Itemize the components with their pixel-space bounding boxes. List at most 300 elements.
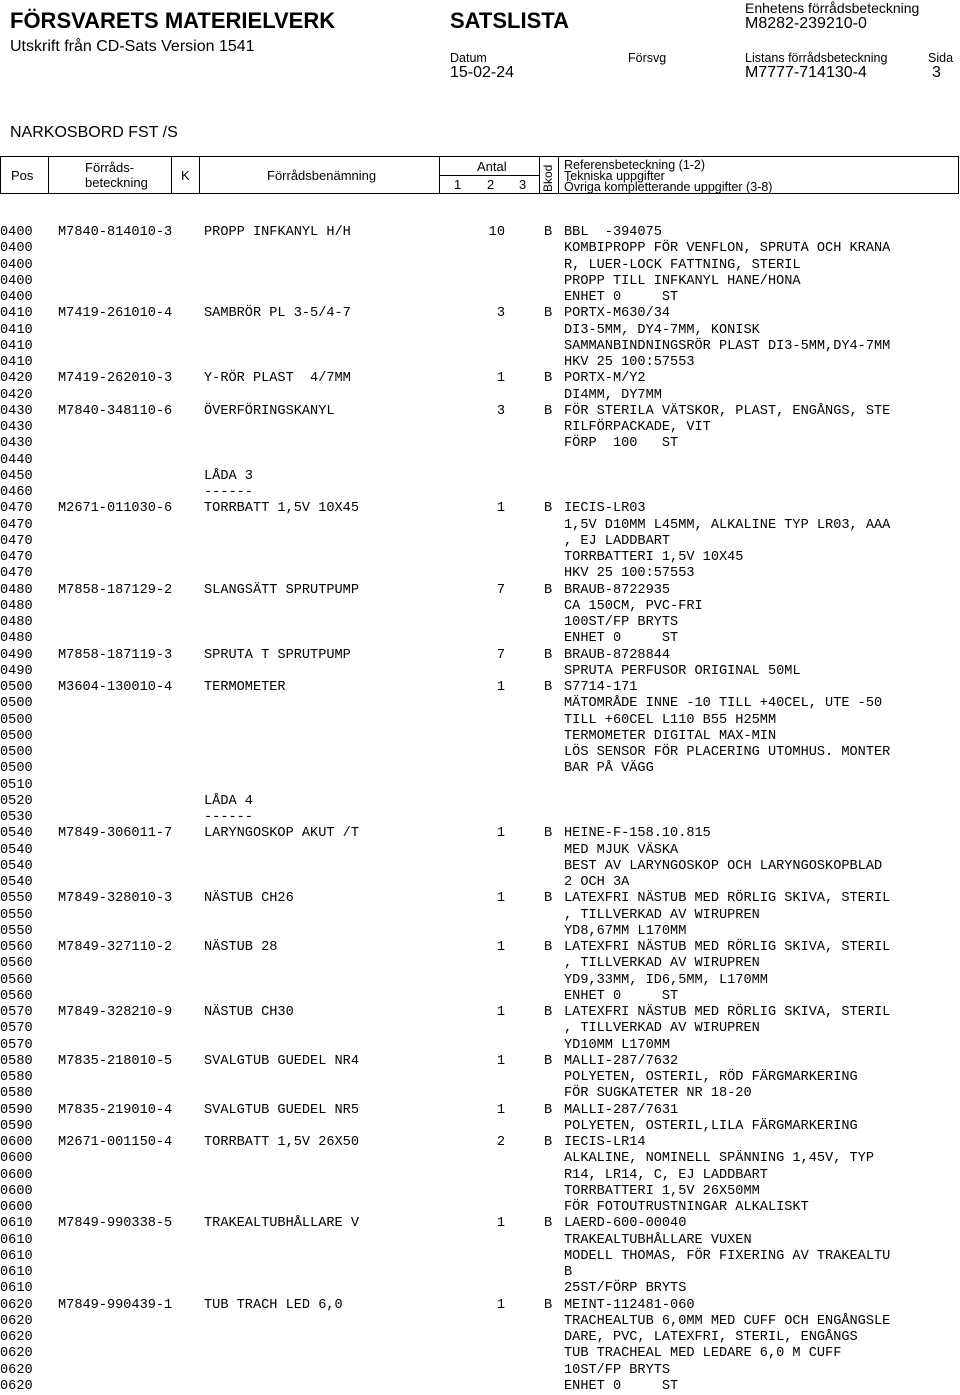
row-quantity: 1 <box>496 1216 505 1232</box>
col-divider <box>171 157 172 193</box>
table-row <box>0 1151 960 1167</box>
row-item-name: SLANGSÄTT SPRUTPUMP <box>204 582 359 598</box>
table-row <box>0 453 960 469</box>
table-row <box>0 973 960 989</box>
table-row <box>0 940 960 956</box>
table-row <box>0 696 960 712</box>
table-row <box>0 550 960 566</box>
row-reference: B <box>564 1265 573 1280</box>
row-bkod: B <box>544 582 553 598</box>
table-row <box>0 420 960 436</box>
table-row <box>0 274 960 290</box>
row-pos: 0410 <box>0 306 33 322</box>
row-reference: , EJ LADDBART <box>564 533 671 549</box>
table-row <box>0 631 960 647</box>
row-pos: 0620 <box>0 1313 33 1329</box>
row-pos: 0470 <box>0 566 33 582</box>
table-row <box>0 1038 960 1054</box>
row-pos: 0430 <box>0 403 33 419</box>
row-item-name: ------ <box>204 810 253 825</box>
row-pos: 0540 <box>0 858 33 874</box>
row-item-name: Y-RÖR PLAST 4/7MM <box>204 371 351 387</box>
row-reference: POLYETEN, OSTERIL, RÖD FÄRGMARKERING <box>564 1070 858 1085</box>
table-row <box>0 1363 960 1379</box>
table-row <box>0 1330 960 1346</box>
table-row <box>0 956 960 972</box>
row-bkod: B <box>544 1297 553 1313</box>
row-reference: ALKALINE, NOMINELL SPÄNNING 1,45V, TYP <box>564 1151 874 1167</box>
row-pos: 0480 <box>0 631 33 647</box>
table-row <box>0 469 960 485</box>
col-benamning: Förrådsbenämning <box>267 168 377 183</box>
row-reference: DARE, PVC, LATEXFRI, STERIL, ENGÅNGS <box>564 1330 858 1345</box>
table-row <box>0 436 960 452</box>
row-pos: 0480 <box>0 582 33 598</box>
date-value: 15-02-24 <box>450 64 515 81</box>
row-pos: 0480 <box>0 615 33 630</box>
row-reference: HKV 25 100:57553 <box>564 355 695 370</box>
row-pos: 0490 <box>0 663 33 679</box>
row-pos: 0620 <box>0 1378 33 1394</box>
date-label: Datum <box>450 51 487 65</box>
row-reference: S7714-171 <box>564 680 638 695</box>
table-row <box>0 339 960 355</box>
row-quantity: 1 <box>496 826 505 842</box>
row-pos: 0560 <box>0 972 33 988</box>
row-pos: 0590 <box>0 1102 33 1118</box>
table-row <box>0 323 960 339</box>
table-row <box>0 1086 960 1102</box>
row-reference: YD8,67MM L170MM <box>564 923 687 939</box>
row-pos: 0400 <box>0 225 33 240</box>
row-item-name: LÅDA 4 <box>204 793 253 809</box>
col-pos: Pos <box>11 168 34 183</box>
row-reference: ENHET 0 ST <box>564 631 679 647</box>
row-quantity: 1 <box>496 501 505 517</box>
row-reference: 100ST/FP BRYTS <box>564 615 679 630</box>
table-row <box>0 648 960 664</box>
row-reference: PORTX-M630/34 <box>564 306 671 322</box>
unit-designation-label: Enhetens förrådsbeteckning <box>745 0 920 16</box>
row-bkod: B <box>544 647 553 663</box>
row-pos: 0410 <box>0 322 33 338</box>
row-reference: TORRBATTERI 1,5V 26X50MM <box>564 1183 760 1199</box>
row-pos: 0500 <box>0 712 33 728</box>
row-reference: RILFÖRPACKADE, VIT <box>564 420 711 435</box>
row-item-name: TRAKEALTUBHÅLLARE V <box>204 1216 359 1232</box>
row-reference: TUB TRACHEAL MED LEDARE 6,0 M CUFF <box>564 1346 842 1362</box>
row-quantity: 3 <box>496 403 505 419</box>
row-pos: 0600 <box>0 1167 33 1183</box>
row-reference: ENHET 0 ST <box>564 988 679 1004</box>
unit-designation-value: M8282-239210-0 <box>745 15 867 32</box>
table-row <box>0 1233 960 1249</box>
row-pos: 0430 <box>0 436 33 452</box>
antal-divider <box>439 175 539 176</box>
row-item-number: M7849-328010-3 <box>58 891 173 907</box>
item-list <box>0 225 960 1395</box>
row-reference: 2 OCH 3A <box>564 875 630 890</box>
row-item-number: M3604-130010-4 <box>58 680 173 695</box>
table-row <box>0 371 960 387</box>
row-pos: 0400 <box>0 290 33 305</box>
row-reference: , TILLVERKAD AV WIRUPREN <box>564 907 760 923</box>
row-reference: TRAKEALTUBHÅLLARE VUXEN <box>564 1232 752 1248</box>
row-pos: 0430 <box>0 420 33 435</box>
table-row <box>0 1281 960 1297</box>
row-pos: 0550 <box>0 891 33 907</box>
row-pos: 0610 <box>0 1248 33 1264</box>
row-item-name: NÄSTUB CH30 <box>204 1005 294 1020</box>
row-quantity: 1 <box>496 1053 505 1069</box>
row-pos: 0580 <box>0 1070 33 1085</box>
row-pos: 0570 <box>0 1005 33 1020</box>
table-row <box>0 1314 960 1330</box>
col-antal-3: 3 <box>519 177 527 192</box>
row-pos: 0540 <box>0 826 33 842</box>
row-pos: 0570 <box>0 1037 33 1053</box>
table-row <box>0 501 960 517</box>
table-row <box>0 810 960 826</box>
row-reference: HKV 25 100:57553 <box>564 566 695 582</box>
row-pos: 0600 <box>0 1135 33 1150</box>
row-reference: SPRUTA PERFUSOR ORIGINAL 50ML <box>564 663 801 679</box>
document-type: SATSLISTA <box>450 8 569 33</box>
row-item-name: SVALGTUB GUEDEL NR5 <box>204 1102 359 1118</box>
table-row <box>0 615 960 631</box>
row-item-name: NÄSTUB 28 <box>204 940 278 955</box>
row-pos: 0610 <box>0 1265 33 1280</box>
row-item-number: M7419-262010-3 <box>58 371 173 387</box>
row-pos: 0500 <box>0 761 33 777</box>
row-reference: YD9,33MM, ID6,5MM, L170MM <box>564 972 768 988</box>
table-row <box>0 241 960 257</box>
row-reference: MALLI-287/7632 <box>564 1053 679 1069</box>
table-row <box>0 1021 960 1037</box>
row-pos: 0620 <box>0 1362 33 1378</box>
table-row <box>0 388 960 404</box>
row-pos: 0470 <box>0 533 33 549</box>
row-quantity: 2 <box>496 1135 505 1150</box>
row-reference: TERMOMETER DIGITAL MAX-MIN <box>564 728 777 744</box>
row-item-name: TERMOMETER <box>204 680 286 695</box>
table-row <box>0 729 960 745</box>
row-pos: 0570 <box>0 1021 33 1037</box>
row-reference: POLYETEN, OSTERIL,LILA FÄRGMARKERING <box>564 1118 858 1134</box>
table-row <box>0 1346 960 1362</box>
row-pos: 0580 <box>0 1086 33 1102</box>
row-quantity: 1 <box>496 1102 505 1118</box>
row-reference: BAR PÅ VÄGG <box>564 761 654 777</box>
row-item-name: TORRBATT 1,5V 10X45 <box>204 501 359 517</box>
row-reference: FÖR STERILA VÄTSKOR, PLAST, ENGÅNGS, STE <box>564 403 891 419</box>
col-divider <box>199 157 200 193</box>
row-reference: , TILLVERKAD AV WIRUPREN <box>564 1021 760 1037</box>
row-item-name: TORRBATT 1,5V 26X50 <box>204 1135 359 1150</box>
col-ref-line2: Tekniska uppgifter <box>564 169 665 183</box>
col-forrads-line1: Förråds- <box>85 160 135 175</box>
col-forrads-line2: beteckning <box>85 175 148 190</box>
column-header <box>0 156 959 194</box>
org-name: FÖRSVARETS MATERIELVERK <box>10 8 336 33</box>
section-title: NARKOSBORD FST /S <box>10 124 178 141</box>
row-pos: 0560 <box>0 940 33 955</box>
row-reference: MODELL THOMAS, FÖR FIXERING AV TRAKEALTU <box>564 1248 891 1264</box>
col-ref-line1: Referensbeteckning (1-2) <box>564 158 706 172</box>
row-pos: 0500 <box>0 696 33 712</box>
row-item-number: M2671-001150-4 <box>58 1135 173 1150</box>
row-reference: BRAUB-8728844 <box>564 647 671 663</box>
row-item-number: M7840-348110-6 <box>58 403 173 419</box>
row-reference: R14, LR14, C, EJ LADDBART <box>564 1167 768 1183</box>
col-divider <box>558 157 559 193</box>
row-reference: IECIS-LR03 <box>564 501 646 517</box>
row-pos: 0400 <box>0 273 33 289</box>
row-reference: DI3-5MM, DY4-7MM, KONISK <box>564 322 760 338</box>
row-bkod: B <box>544 1216 553 1232</box>
row-reference: MEINT-112481-060 <box>564 1297 695 1313</box>
row-quantity: 1 <box>496 940 505 955</box>
row-reference: FÖR SUGKATETER NR 18-20 <box>564 1086 752 1102</box>
row-bkod: B <box>544 225 553 240</box>
row-quantity: 1 <box>496 680 505 695</box>
table-row <box>0 1168 960 1184</box>
row-pos: 0560 <box>0 988 33 1004</box>
table-row <box>0 1070 960 1086</box>
row-pos: 0600 <box>0 1183 33 1199</box>
table-row <box>0 355 960 371</box>
row-reference: KOMBIPROPP FÖR VENFLON, SPRUTA OCH KRANA <box>564 241 891 257</box>
table-row <box>0 924 960 940</box>
row-item-name: SVALGTUB GUEDEL NR4 <box>204 1053 359 1069</box>
table-row <box>0 1265 960 1281</box>
col-antal-1: 1 <box>454 177 462 192</box>
row-quantity: 7 <box>496 647 505 663</box>
row-pos: 0530 <box>0 810 33 825</box>
row-item-number: M7849-990338-5 <box>58 1216 173 1232</box>
row-bkod: B <box>544 371 553 387</box>
row-quantity: 1 <box>496 1297 505 1313</box>
row-item-number: M7858-187129-2 <box>58 582 173 598</box>
row-item-name: TUB TRACH LED 6,0 <box>204 1297 343 1313</box>
table-row <box>0 875 960 891</box>
row-pos: 0460 <box>0 485 33 500</box>
row-item-name: LARYNGOSKOP AKUT /T <box>204 826 359 842</box>
row-item-name: NÄSTUB CH26 <box>204 891 294 907</box>
row-quantity: 7 <box>496 582 505 598</box>
row-pos: 0550 <box>0 907 33 923</box>
row-reference: MED MJUK VÄSKA <box>564 842 679 858</box>
col-k: K <box>181 168 190 183</box>
row-pos: 0400 <box>0 257 33 273</box>
row-reference: TILL +60CEL L110 B55 H25MM <box>564 712 777 728</box>
row-item-name: ÖVERFÖRINGSKANYL <box>204 403 335 419</box>
row-pos: 0470 <box>0 517 33 533</box>
row-reference: IECIS-LR14 <box>564 1135 646 1150</box>
row-reference: FÖRP 100 ST <box>564 436 679 452</box>
table-row <box>0 1103 960 1119</box>
row-pos: 0500 <box>0 680 33 695</box>
table-row <box>0 989 960 1005</box>
row-bkod: B <box>544 940 553 955</box>
row-item-number: M7849-306011-7 <box>58 826 173 842</box>
row-reference: PROPP TILL INFKANYL HANE/HONA <box>564 273 801 289</box>
table-row <box>0 1184 960 1200</box>
table-row <box>0 761 960 777</box>
col-bkod <box>539 159 557 193</box>
row-reference: MALLI-287/7631 <box>564 1102 679 1118</box>
row-pos: 0550 <box>0 923 33 939</box>
row-item-number: M7858-187119-3 <box>58 647 173 663</box>
row-pos: 0540 <box>0 842 33 858</box>
table-row <box>0 1119 960 1135</box>
row-pos: 0410 <box>0 355 33 370</box>
row-reference: TORRBATTERI 1,5V 10X45 <box>564 550 744 565</box>
table-row <box>0 778 960 794</box>
table-row <box>0 599 960 615</box>
col-ref-line3: Övriga kompletterande uppgifter (3-8) <box>564 180 773 194</box>
table-row <box>0 745 960 761</box>
row-reference: 1,5V D10MM L45MM, ALKALINE TYP LR03, AAA <box>564 517 891 533</box>
table-row <box>0 566 960 582</box>
row-pos: 0580 <box>0 1053 33 1069</box>
row-item-number: M7840-814010-3 <box>58 225 173 240</box>
table-row <box>0 485 960 501</box>
row-reference: 25ST/FÖRP BRYTS <box>564 1281 687 1297</box>
table-row <box>0 534 960 550</box>
table-row <box>0 518 960 534</box>
row-item-name: SPRUTA T SPRUTPUMP <box>204 647 351 663</box>
row-reference: , TILLVERKAD AV WIRUPREN <box>564 956 760 972</box>
row-pos: 0420 <box>0 371 33 387</box>
row-reference: 10ST/FP BRYTS <box>564 1362 671 1378</box>
table-row <box>0 680 960 696</box>
row-reference: DI4MM, DY7MM <box>564 387 662 403</box>
row-bkod: B <box>544 1102 553 1118</box>
row-item-number: M7835-218010-5 <box>58 1053 173 1069</box>
row-pos: 0420 <box>0 387 33 403</box>
row-reference: BRAUB-8722935 <box>564 582 671 598</box>
row-bkod: B <box>544 403 553 419</box>
table-row <box>0 908 960 924</box>
row-pos: 0620 <box>0 1346 33 1362</box>
table-row <box>0 1005 960 1021</box>
table-row <box>0 404 960 420</box>
row-item-name: ------ <box>204 485 253 500</box>
row-pos: 0470 <box>0 550 33 565</box>
col-bkod-label: Bkod <box>541 164 555 192</box>
row-reference: HEINE-F-158.10.815 <box>564 826 711 842</box>
table-row <box>0 859 960 875</box>
page-number: 3 <box>932 64 941 81</box>
row-pos: 0490 <box>0 647 33 663</box>
row-reference: LAERD-600-00040 <box>564 1216 687 1232</box>
table-row <box>0 225 960 241</box>
row-quantity: 1 <box>496 1005 505 1020</box>
row-item-name: SAMBRÖR PL 3-5/4-7 <box>204 306 351 322</box>
row-pos: 0500 <box>0 745 33 760</box>
col-antal-2: 2 <box>487 177 495 192</box>
row-quantity: 1 <box>496 891 505 907</box>
row-reference: YD10MM L170MM <box>564 1037 671 1053</box>
row-quantity: 10 <box>488 225 505 240</box>
row-item-number: M7835-219010-4 <box>58 1102 173 1118</box>
list-designation-label: Listans förrådsbeteckning <box>745 51 888 65</box>
row-pos: 0590 <box>0 1118 33 1134</box>
row-reference: ENHET 0 ST <box>564 1378 679 1394</box>
print-source: Utskrift från CD-Sats Version 1541 <box>10 38 255 55</box>
row-bkod: B <box>544 1053 553 1069</box>
table-row <box>0 306 960 322</box>
row-reference: ENHET 0 ST <box>564 290 679 305</box>
row-item-number: M7849-990439-1 <box>58 1297 173 1313</box>
row-reference: R, LUER-LOCK FATTNING, STERIL <box>564 257 801 273</box>
row-bkod: B <box>544 1005 553 1020</box>
row-item-name: PROPP INFKANYL H/H <box>204 225 351 240</box>
table-row <box>0 826 960 842</box>
row-pos: 0600 <box>0 1151 33 1167</box>
table-row <box>0 1135 960 1151</box>
row-pos: 0510 <box>0 777 33 793</box>
row-item-number: M7849-327110-2 <box>58 940 173 955</box>
row-reference: PORTX-M/Y2 <box>564 371 646 387</box>
row-bkod: B <box>544 306 553 322</box>
table-row <box>0 290 960 306</box>
row-pos: 0500 <box>0 728 33 744</box>
row-reference: MÄTOMRÅDE INNE -10 TILL +40CEL, UTE -50 <box>564 696 883 712</box>
row-reference: CA 150CM, PVC-FRI <box>564 598 703 614</box>
row-pos: 0610 <box>0 1216 33 1232</box>
table-row <box>0 843 960 859</box>
row-quantity: 3 <box>496 306 505 322</box>
table-row <box>0 794 960 810</box>
table-row <box>0 713 960 729</box>
row-pos: 0410 <box>0 338 33 354</box>
row-pos: 0610 <box>0 1281 33 1297</box>
row-pos: 0620 <box>0 1330 33 1345</box>
row-reference: TRACHEALTUB 6,0MM MED CUFF OCH ENGÅNGSLE <box>564 1313 891 1329</box>
row-bkod: B <box>544 680 553 695</box>
list-designation-value: M7777-714130-4 <box>745 64 867 81</box>
row-reference: SAMMANBINDNINGSRÖR PLAST DI3-5MM,DY4-7MM <box>564 338 891 354</box>
forsvg-label: Försvg <box>628 51 667 65</box>
page-label: Sida <box>928 51 954 65</box>
table-row <box>0 664 960 680</box>
row-reference: LÖS SENSOR FÖR PLACERING UTOMHUS. MONTER <box>564 745 891 760</box>
col-divider <box>48 157 49 193</box>
row-quantity: 1 <box>496 371 505 387</box>
row-item-number: M7849-328210-9 <box>58 1005 173 1020</box>
table-row <box>0 258 960 274</box>
row-pos: 0560 <box>0 956 33 972</box>
table-row <box>0 1054 960 1070</box>
row-pos: 0470 <box>0 501 33 517</box>
row-pos: 0400 <box>0 241 33 257</box>
row-item-name: LÅDA 3 <box>204 468 253 484</box>
row-reference: LATEXFRI NÄSTUB MED RÖRLIG SKIVA, STERIL <box>564 891 891 907</box>
row-reference: BBL -394075 <box>564 225 662 240</box>
table-row <box>0 583 960 599</box>
row-pos: 0520 <box>0 793 33 809</box>
row-reference: BEST AV LARYNGOSKOP OCH LARYNGOSKOPBLAD <box>564 858 883 874</box>
table-row <box>0 891 960 907</box>
row-item-number: M2671-011030-6 <box>58 501 173 517</box>
row-pos: 0600 <box>0 1200 33 1215</box>
row-bkod: B <box>544 501 553 517</box>
row-item-number: M7419-261010-4 <box>58 306 173 322</box>
row-reference: LATEXFRI NÄSTUB MED RÖRLIG SKIVA, STERIL <box>564 1005 891 1020</box>
row-pos: 0610 <box>0 1232 33 1248</box>
